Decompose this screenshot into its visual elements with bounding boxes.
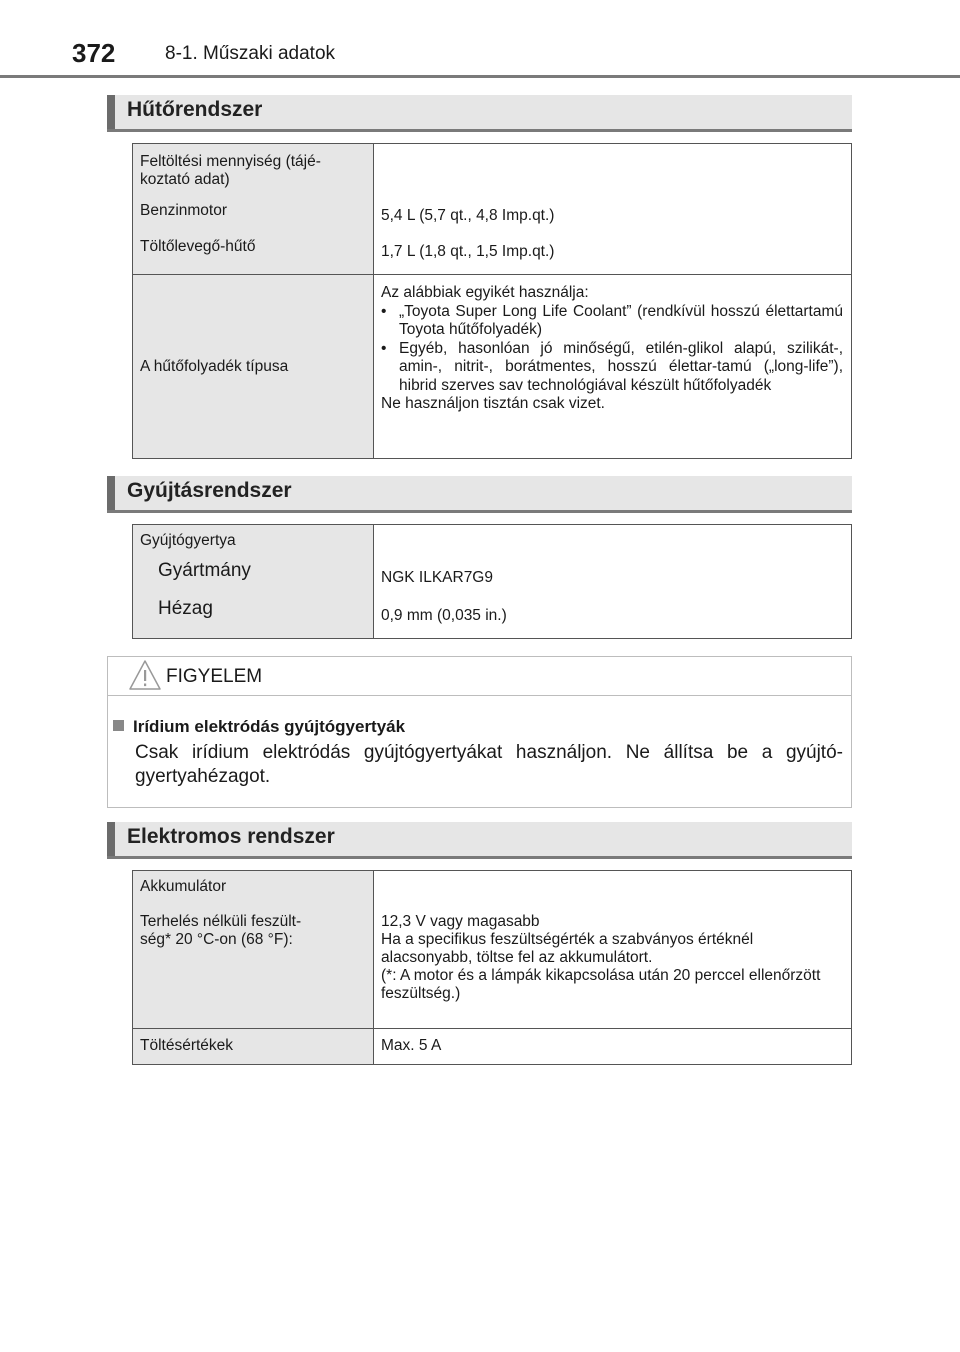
table-cell xyxy=(133,275,374,459)
page-number: 372 xyxy=(72,38,116,68)
square-bullet-icon xyxy=(113,720,124,731)
coolant-type-label: A hűtőfolyadék típusa xyxy=(140,357,289,375)
table-cell xyxy=(133,525,374,639)
section-title: Hűtőrendszer xyxy=(127,98,263,121)
bullet-icon: • xyxy=(381,339,387,357)
petrol-engine-label: Benzinmotor xyxy=(140,202,228,219)
capacity-label: koztató adat) xyxy=(140,171,230,188)
table-row xyxy=(133,275,852,459)
voltage-label: Terhelés nélküli feszült- xyxy=(140,913,302,930)
voltage-value: 12,3 V vagy magasabb xyxy=(381,913,540,930)
header-rule xyxy=(0,75,960,78)
table-row xyxy=(133,871,852,1029)
table-cell xyxy=(374,871,852,1029)
intercooler-label: Töltőlevegő-hűtő xyxy=(140,238,256,255)
coolant-option-1: „Toyota Super Long Life Coolant” (rendkívül hosszú élettartamú Toyota hűtőfolyadék) xyxy=(399,302,843,338)
petrol-engine-value: 5,4 L (5,7 qt., 4,8 Imp.qt.) xyxy=(381,207,555,224)
bullet-icon: • xyxy=(381,302,387,320)
table-cell xyxy=(133,144,374,275)
section-heading-ignition xyxy=(107,476,852,510)
battery-label: Akkumulátor xyxy=(140,878,227,895)
voltage-footnote: (*: A motor és a lámpák kikapcsolása után 20 perccel ellenőrzött feszültség.) xyxy=(381,967,821,1002)
voltage-label: ség* 20 °C-on (68 °F): xyxy=(140,931,293,948)
section-title: Elektromos rendszer xyxy=(127,825,335,848)
caution-text: Csak irídium elektródás gyújtógyertyákat használjon. Ne állítsa be a gyújtó-gyertyahézagot. xyxy=(135,742,843,787)
table-row xyxy=(133,144,852,275)
section-heading-electrical xyxy=(107,822,852,856)
table-row xyxy=(133,1029,852,1065)
charge-rate-label: Töltésértékek xyxy=(140,1037,234,1054)
coolant-option-2: Egyéb, hasonlóan jó minőségű, etilén-glikol alapú, szilikát-, amin-, nitrit-, borátmentes, hosszú élettar-tamú („long-life”), hibrid szerves sav technológiával készült hűtőfolyadék xyxy=(399,339,843,394)
caution-header xyxy=(108,657,851,696)
list-item xyxy=(381,340,843,396)
intercooler-value: 1,7 L (1,8 qt., 1,5 Imp.qt.) xyxy=(381,243,555,260)
chapter-title: 8-1. Műszaki adatok xyxy=(165,43,336,64)
gap-value: 0,9 mm (0,035 in.) xyxy=(381,607,507,624)
charge-rate-value: Max. 5 A xyxy=(381,1037,442,1054)
caution-box xyxy=(107,656,852,808)
make-label: Gyártmány xyxy=(158,560,251,581)
spark-plug-label: Gyújtógyertya xyxy=(140,532,236,549)
caution-title: FIGYELEM xyxy=(166,666,263,687)
list-item xyxy=(381,303,843,340)
cooling-spec-table xyxy=(132,143,852,459)
caution-subtitle: Irídium elektródás gyújtógyertyák xyxy=(133,717,406,736)
table-cell xyxy=(374,275,852,459)
voltage-note: Ha a specifikus feszültségérték a szabványos értéknél alacsonyabb, töltse fel az akkumulátort. xyxy=(381,931,754,966)
electrical-spec-table xyxy=(132,870,852,1065)
section-heading-cooling xyxy=(107,95,852,129)
make-value: NGK ILKAR7G9 xyxy=(381,569,493,586)
table-row xyxy=(133,525,852,639)
gap-label: Hézag xyxy=(158,598,213,619)
table-cell xyxy=(374,1029,852,1065)
table-cell xyxy=(133,1029,374,1065)
table-cell xyxy=(133,871,374,1029)
coolant-intro: Az alábbiak egyikét használja: xyxy=(381,284,589,301)
warning-triangle-icon xyxy=(128,659,162,691)
capacity-label: Feltöltési mennyiség (tájé- xyxy=(140,153,321,170)
ignition-spec-table xyxy=(132,524,852,639)
section-title: Gyújtásrendszer xyxy=(127,479,292,502)
table-cell xyxy=(374,144,852,275)
coolant-note: Ne használjon tisztán csak vizet. xyxy=(381,395,605,412)
table-cell xyxy=(374,525,852,639)
